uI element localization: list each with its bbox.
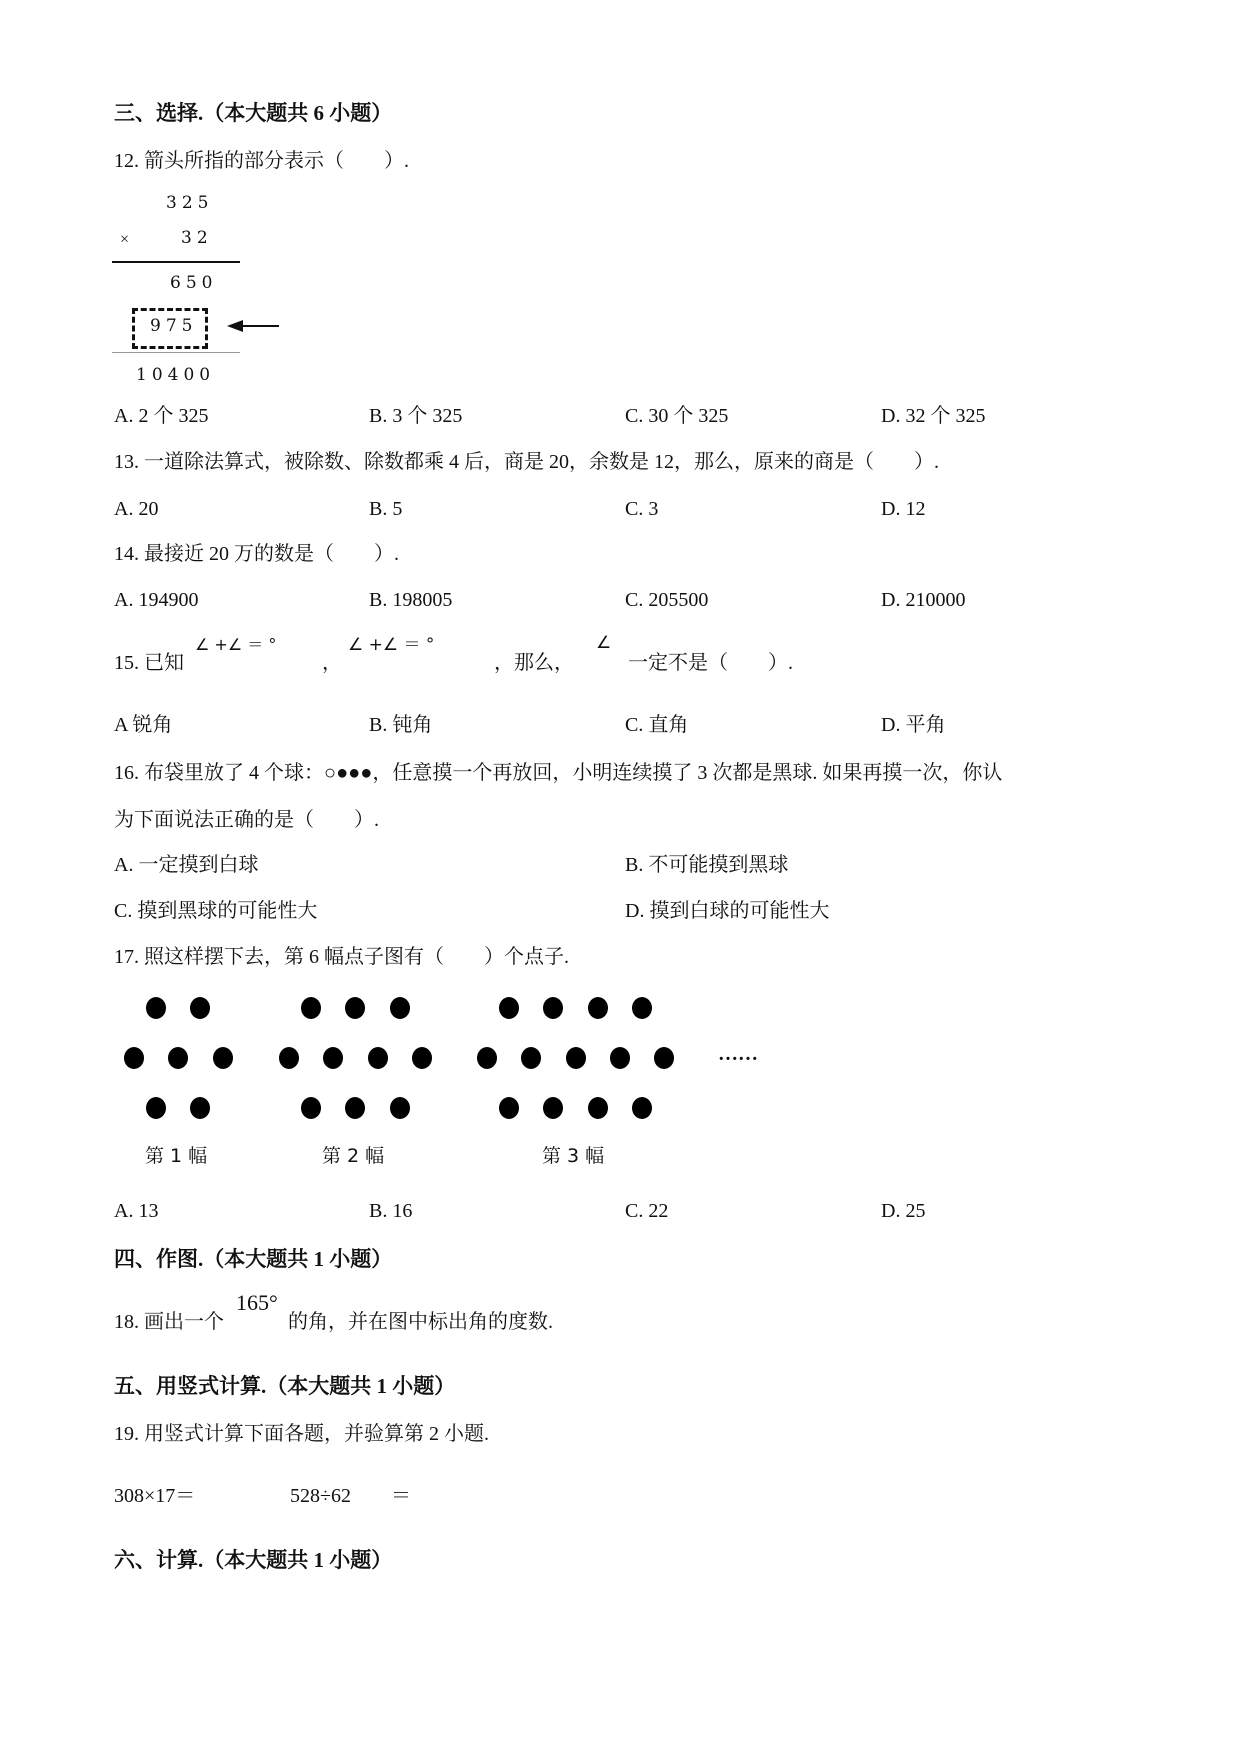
multiplicand: 325	[166, 193, 214, 213]
q13-option-a[interactable]: A. 20	[114, 498, 159, 520]
q17-option-c[interactable]: C. 22	[625, 1200, 669, 1222]
q12-stem: 12. 箭头所指的部分表示（ ）.	[114, 150, 409, 172]
partial-product-2: 975	[150, 316, 198, 336]
dot	[521, 1047, 541, 1069]
dot	[345, 997, 365, 1019]
dot	[124, 1047, 144, 1069]
dot	[632, 1097, 652, 1119]
q15-comma: ，	[322, 652, 342, 674]
dot	[610, 1047, 630, 1069]
dot	[190, 997, 210, 1019]
section-4-heading: 四、作图.（本大题共 1 小题）	[114, 1247, 393, 1271]
q16-option-d[interactable]: D. 摸到白球的可能性大	[625, 900, 830, 922]
dot	[412, 1047, 432, 1069]
q16-option-b[interactable]: B. 不可能摸到黑球	[625, 854, 789, 876]
dot	[477, 1047, 497, 1069]
dot	[390, 1097, 410, 1119]
dot	[168, 1047, 188, 1069]
figure-3-label: 第 3 幅	[542, 1145, 605, 1167]
figure-2-label: 第 2 幅	[322, 1145, 385, 1167]
divider-line	[112, 352, 240, 353]
q17-option-b[interactable]: B. 16	[369, 1200, 413, 1222]
dot	[543, 997, 563, 1019]
q15-middle: ，那么，	[494, 652, 574, 674]
q12-option-d[interactable]: D. 32 个 325	[881, 405, 986, 427]
q15-equation-1: ∠ +∠ ＝ °	[195, 635, 277, 654]
q14-option-c[interactable]: C. 205500	[625, 589, 709, 611]
q13-option-b[interactable]: B. 5	[369, 498, 403, 520]
figure-1-label: 第 1 幅	[145, 1145, 208, 1167]
section-5-heading: 五、用竖式计算.（本大题共 1 小题）	[114, 1374, 456, 1398]
dot	[499, 997, 519, 1019]
q16-stem-line-1: 16. 布袋里放了 4 个球：○●●●，任意摸一个再放回，小明连续摸了 3 次都是黑球. 如果再摸一次，你认	[114, 762, 1003, 784]
dot	[368, 1047, 388, 1069]
dot	[543, 1097, 563, 1119]
q15-option-b[interactable]: B. 钝角	[369, 714, 433, 736]
q15-option-a[interactable]: A 锐角	[114, 714, 173, 736]
q16-option-c[interactable]: C. 摸到黑球的可能性大	[114, 900, 318, 922]
dot	[345, 1097, 365, 1119]
q13-option-c[interactable]: C. 3	[625, 498, 659, 520]
section-3-heading: 三、选择.（本大题共 6 小题）	[114, 101, 393, 125]
dot	[588, 1097, 608, 1119]
q12-option-b[interactable]: B. 3 个 325	[369, 405, 463, 427]
section-6-heading: 六、计算.（本大题共 1 小题）	[114, 1548, 393, 1572]
q18-prefix: 18. 画出一个	[114, 1311, 224, 1333]
dot	[190, 1097, 210, 1119]
q12-option-c[interactable]: C. 30 个 325	[625, 405, 729, 427]
q13-option-d[interactable]: D. 12	[881, 498, 926, 520]
q17-option-d[interactable]: D. 25	[881, 1200, 926, 1222]
q15-angle: ∠	[596, 633, 612, 653]
q16-option-a[interactable]: A. 一定摸到白球	[114, 854, 259, 876]
dot	[390, 997, 410, 1019]
dot	[588, 997, 608, 1019]
q15-equation-2: ∠ +∠ ＝ °	[348, 635, 435, 655]
q14-stem: 14. 最接近 20 万的数是（ ）.	[114, 543, 399, 565]
dot	[632, 997, 652, 1019]
q15-suffix: 一定不是（ ）.	[628, 652, 793, 674]
q18-suffix: 的角，并在图中标出角的度数.	[288, 1311, 553, 1333]
q13-stem: 13. 一道除法算式，被除数、除数都乘 4 后，商是 20，余数是 12，那么，原来的商是（ ）.	[114, 451, 939, 473]
q15-option-c[interactable]: C. 直角	[625, 714, 689, 736]
q15-prefix: 15. 已知	[114, 652, 184, 674]
q16-stem-line-2: 为下面说法正确的是（ ）.	[114, 809, 379, 831]
arrow-left-icon	[227, 317, 281, 335]
dot	[566, 1047, 586, 1069]
ellipsis: ……	[718, 1043, 758, 1065]
dot	[213, 1047, 233, 1069]
times-sign: ×	[120, 231, 130, 248]
q15-option-d[interactable]: D. 平角	[881, 714, 946, 736]
dot	[654, 1047, 674, 1069]
dot	[301, 997, 321, 1019]
q17-option-a[interactable]: A. 13	[114, 1200, 159, 1222]
q12-option-a[interactable]: A. 2 个 325	[114, 405, 209, 427]
dot	[279, 1047, 299, 1069]
dot	[499, 1097, 519, 1119]
q19-stem: 19. 用竖式计算下面各题，并验算第 2 小题.	[114, 1423, 489, 1445]
q17-stem: 17. 照这样摆下去，第 6 幅点子图有（ ）个点子.	[114, 946, 569, 968]
dot	[146, 1097, 166, 1119]
multiplier: 32	[181, 228, 213, 248]
q19-expression-2: 528÷62 ＝	[290, 1485, 411, 1507]
dot	[301, 1097, 321, 1119]
q14-option-a[interactable]: A. 194900	[114, 589, 199, 611]
dot	[146, 997, 166, 1019]
divider-line	[112, 261, 240, 263]
q18-angle-value: 165°	[236, 1290, 278, 1315]
product: 10400	[136, 365, 216, 385]
q14-option-d[interactable]: D. 210000	[881, 589, 966, 611]
dot	[323, 1047, 343, 1069]
partial-product-1: 650	[170, 273, 218, 293]
q14-option-b[interactable]: B. 198005	[369, 589, 453, 611]
q19-expression-1: 308×17＝	[114, 1485, 196, 1507]
